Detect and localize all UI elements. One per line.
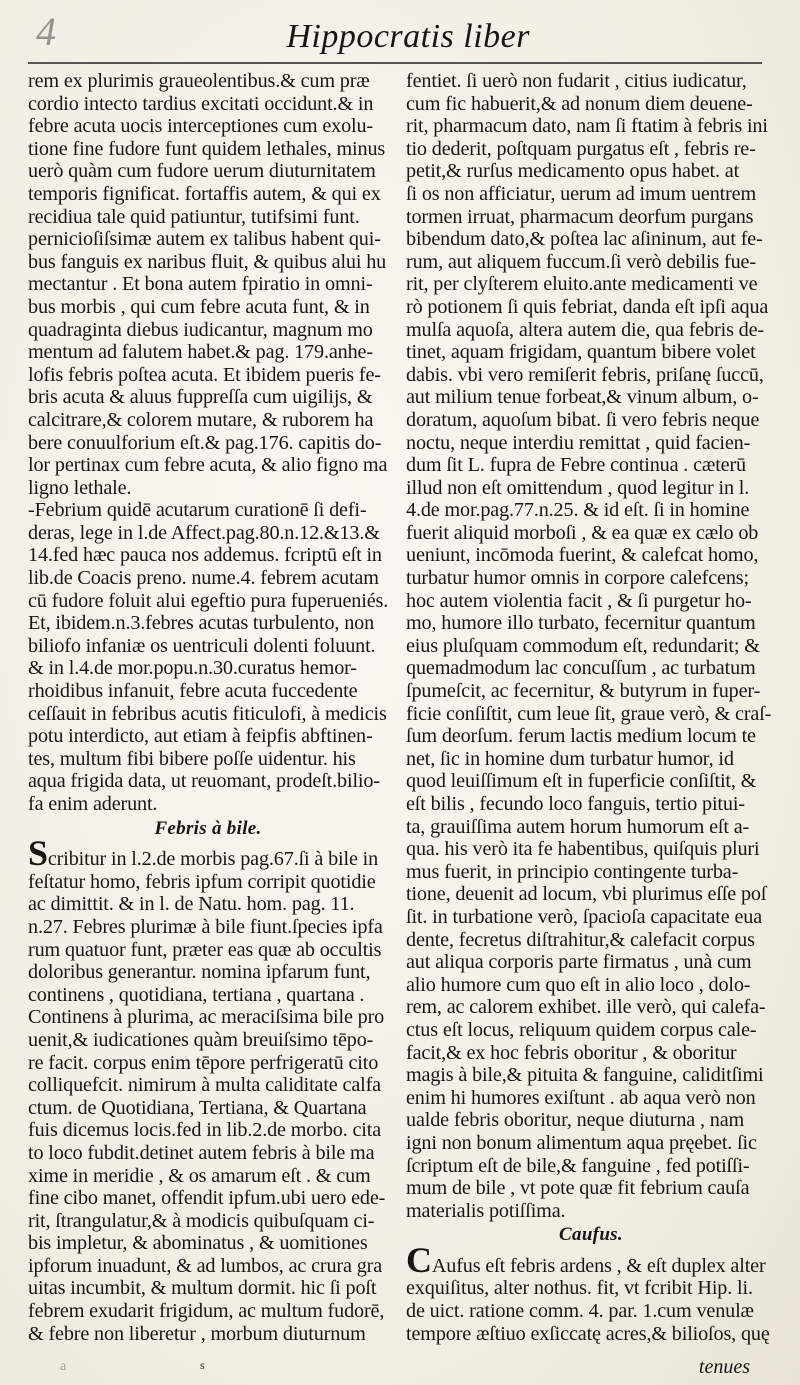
text-line: biliofo infaniæ os uentriculi dolenti foluunt. [28,634,376,657]
text-line: ficie conſiſtit, cum leue ſit, graue verò, & craſ- [406,702,772,725]
text-line: dente, fecretus diſtrahitur,& calefacit corpus [406,928,755,951]
drop-cap: S [28,833,48,874]
text-line: alio humore cum quo eſt in alio loco , dolo- [406,973,751,996]
text-line: mum de bile , vt pote quæ fit febrium cauſa [406,1177,750,1200]
text-line: Scribitur in l.2.de morbis pag.67.ſi à bile in [28,833,379,874]
text-line: doratum, aquoſum bibat. ſi vero febris neque [406,408,760,431]
text-line: lor pertinax cum febre acuta, & alio figno ma [28,454,388,477]
text-line: deras, lege in l.de Affect.pag.80.n.12.&13.& [28,521,380,544]
text-line: tione fine fudore funt quidem lethales, minus [28,137,386,160]
text-line: cū fudore foluit alui egeftio pura fuperueniés. [28,589,389,612]
text-line: & febre non liberetur , morbum diuturnum [28,1322,366,1345]
left-text-block-b [28,833,388,1345]
text-line: rum quatuor funt, præter eas quæ ab occultis [28,938,382,961]
text-line: facit,& ex hoc febris oboritur , & oboritur [406,1041,737,1064]
text-line: quadraginta diebus iudicantur, magnum mo [28,318,373,341]
text-line: rem ex plurimis graueolentibus.& cum præ [28,70,370,92]
text-line: aut milium tenue forbeat,& vinum album, o- [406,386,759,409]
text-line: illud non eſt omittendum , quod legitur in l. [406,476,750,499]
folio-number: 4 [36,9,56,54]
text-line: fine cibo manet, offendit ipfum.ubi uero ede- [28,1187,386,1210]
left-text-block-a [28,70,388,816]
text-line: xime in meridie , & os amarum eſt . & cum [28,1164,371,1187]
text-line: rem, ac calorem exhibet. ille verò, qui calefa- [406,996,766,1019]
text-line: ſum deorſum. ferum lactis medium locum te [406,725,756,748]
catchword: tenues [698,1356,750,1378]
left-column [28,70,388,1345]
text-line: ac dimittit. & in l. de Natu. hom. pag. 11. [28,893,355,916]
right-text-block-a [406,70,776,1222]
text-line: ctum. de Quotidiana, Tertiana, & Quartana [28,1096,367,1119]
text-line: mectantur . Et bona autem fpiratio in omni- [28,273,373,296]
text-line: rit, pharmacum dato, nam ſi ftatim à febris ini [406,115,768,138]
right-text-block-b [406,1239,776,1345]
text-line: tormen irruat, pharmacum deorfum purgans [406,205,754,228]
text-line: turbatur humor omnis in corpore calefcens; [406,567,749,590]
text-line: ligno lethale. [28,476,132,499]
section-heading-causus: Caufus. [559,1224,623,1246]
text-line: rit, per clyſterem eluito.ante medicamenti ve [406,273,758,296]
text-line: mus fuerit, in principio contingente turba- [406,860,739,883]
text-line: quemadmodum lac concuſſum , ac turbatum [406,657,756,680]
text-line: uenit,& iudicationes quàm breuiſsimo tēpo- [28,1028,374,1051]
text-line: ta, grauiſſima autem horum humorum eſt a- [406,815,750,838]
text-line: ueniunt, incōmoda fuerint, & calefcat homo, [406,544,759,567]
text-line: tione, deuenit ad locum, vbi plurimus eſſe poſ [406,883,767,906]
text-line: aut aliqua corporis parte firmatus , unà cum [406,951,752,974]
text-line: ſcriptum eſt de bile,& fanguine , fed potiſſi- [406,1154,750,1177]
text-line: materialis potiſſima. [406,1199,566,1222]
text-line: bus morbis , qui cum febre acuta funt, & in [28,295,370,318]
text-line: fuis dicemus locis.fed in lib.2.de morbo. cita [28,1119,382,1142]
text-line: lofis febris poſtea acuta. Et ibidem pueris fe- [28,363,381,386]
page-mark: s [200,1358,205,1372]
text-line: noctu, neque interdiu remittat , quid facien- [406,431,751,454]
text-line: quod leuiſſimum eſt in fuperficie conſiſtit, & [406,770,757,793]
text-line: re facit. corpus enim tēpore perfrigeratū cito [28,1051,379,1074]
text-line: dum ſit L. fupra de Febre continua . cæterū [406,454,747,477]
text-line: fa enim aderunt. [28,793,158,815]
text-line: cum fic habuerit,& ad nonum diem deuene- [406,92,753,115]
text-line: ſpumeſcit, ac fecernitur, & butyrum in fuper- [406,680,761,703]
text-line: mulſa aquoſa, altera autem die, qua febris de- [406,318,765,341]
text-line: to loco fubdit.detinet autem febris à bile ma [28,1141,375,1164]
text-line: enim hi humores exiſtunt . ab aqua verò non [406,1086,756,1109]
text-line: CAufus eſt febris ardens , & eſt duplex alter [406,1239,766,1280]
text-line: ctus eſt locus, reliquum quidem corpus cale- [406,1018,757,1041]
text-line: exquiſitus, alter nothus. fit, vt fcribit Hip. li. [406,1277,753,1300]
text-line: calcitrare,& colorem mutare, & ruborem ha [28,408,374,431]
text-line: ipforum inuadunt, & ad lumbos, ac crura gra [28,1254,383,1277]
text-line: tes, multum fibi bibere poſſe uidentur. his [28,747,356,770]
text-line: fuerit aliquid morboſi , & ea quæ ex cælo ob [406,521,759,544]
text-line: rò potionem ſi quis febriat, danda eſt ipſi aqua [406,295,769,318]
text-line: lib.de Coacis preno. nume.4. febrem acutam [28,567,379,590]
text-line: & in l.4.de mor.popu.n.30.curatus hemor- [28,657,357,680]
text-line: 4.de mor.pag.77.n.25. & id eſt. ſi in homine [406,499,750,522]
text-line: rit, ſtrangulatur,& à modicis quibuſquam ci- [28,1209,375,1232]
text-line: doloribus generantur. nomina ipfarum funt, [28,961,371,984]
text-line: magis à bile,& pituita & fanguine, caliditſimi [406,1064,764,1087]
text-line: Continens à plurima, ac meraciſsima bile pro [28,1006,385,1029]
text-line: -Febrium quidē acutarum curationē ſi defi- [28,499,367,522]
text-line: Et, ibidem.n.3.febres acutas turbulento, non [28,612,375,635]
text-line: recidiua tale quid patiuntur, tutifsimi funt. [28,205,360,228]
text-line: fentiet. ſi uerò non fudarit , citius iudicatur, [406,70,747,92]
text-line: eſt bilis , fecundo loco fanguis, tertio pitui- [406,793,745,815]
text-line: bibendum dato,& poſtea lac aſininum, aut fe- [406,228,763,251]
text-line: mo, humore illo turbato, fecernitur quantum [406,612,756,635]
running-head: Hippocratis liber [286,18,530,55]
text-line: continens , quotidiana, tertiana , quartana . [28,983,365,1006]
right-column [406,70,776,1345]
text-line: eius pluſquam commodum eſt, redundarit; & [406,634,760,657]
text-line: ſi os non afficiatur, uerum ad imum uentrem [406,182,757,205]
text-line: ualde febris oboritur, neque diuturna , nam [406,1109,745,1132]
text-line: bis impletur, & abominatus , & uomitiones [28,1232,368,1255]
text-line: cordio intecto tardius excitati occidunt.& in [28,92,374,115]
text-line: febre acuta uocis interceptiones cum exolu- [28,115,373,138]
text-line: bere conuulforium eſt.& pag.176. capitis do- [28,431,382,454]
header-rule [28,62,762,64]
text-line: ceſſauit in febribus acutis fiticulofi, à medicis [28,702,387,725]
text-line: mentum ad falutem habet.& pag. 179.anhe- [28,341,373,364]
drop-cap: C [406,1239,432,1280]
text-line: tio dederit, poſtquam purgatus eſt , febris re- [406,137,756,160]
text-line: uerò quàm cum fudore uerum diuturnitatem [28,160,376,183]
text-line: hoc autem violentia facit , & ſi purgetur ho- [406,589,752,612]
text-line: aqua frigida data, ut reuomant, prodeſt.bilio- [28,770,380,793]
text-line: 14.fed hæc pauca nos addemus. fcriptū eſt in [28,544,382,567]
text-line: febrem exudarit frigidum, ac multum fudorē, [28,1300,385,1323]
signature-mark: a [60,1359,67,1374]
text-line: pernicioſiſsimæ autem ex talibus habent qui- [28,228,381,251]
text-line: temporis fignificat. fortaffis autem, & qui ex [28,182,381,205]
text-line: potu interdicto, aut etiam à feipfis abftinen- [28,725,373,748]
text-line: feſtatur homo, febris ipfum corripit quotidie [28,870,376,893]
text-line: net, ſic in homine dum turbatur humor, id [406,747,734,770]
text-line: rum, aut aliquem fuccum.ſi verò debilis fue- [406,250,756,273]
text-line: petit,& rurſus medicamento opus habet. at [406,160,740,183]
text-line: rhoidibus infanuit, febre acuta fuccedente [28,680,358,703]
text-line: bris acuta & aluus fuppreſſa cum uigilijs, & [28,386,373,409]
text-line: tempore æſtiuo exſiccatę acres,& bilioſos, quę [406,1322,770,1345]
text-line: n.27. Febres plurimæ à bile fiunt.ſpecies ipfa [28,915,383,938]
text-line: dabis. vbi vero remiſerit febris, priſanę ſuccū, [406,363,764,386]
text-line: uitas incumbit, & multum dormit. hic ſi poſt [28,1277,377,1300]
text-line: ſit. in turbatione verò, ſpacioſa capacitate eua [406,905,763,928]
text-line: de uict. ratione comm. 4. par. 1.cum venulæ [406,1300,754,1323]
text-line: tinet, aquam frigidam, quantum bibere volet [406,341,756,364]
text-line: igni non bonum alimentum aqua pręebet. ſic [406,1131,757,1154]
section-heading-febris-a-bile: Febris à bile. [154,817,262,839]
text-line: qua. his verò ita fe habentibus, quiſquis pluri [406,838,760,861]
text-line: colliquefcit. nimirum à multa caliditate calfa [28,1074,381,1097]
text-line: bus fanguis ex naribus fluit, & quibus alui hu [28,250,387,273]
